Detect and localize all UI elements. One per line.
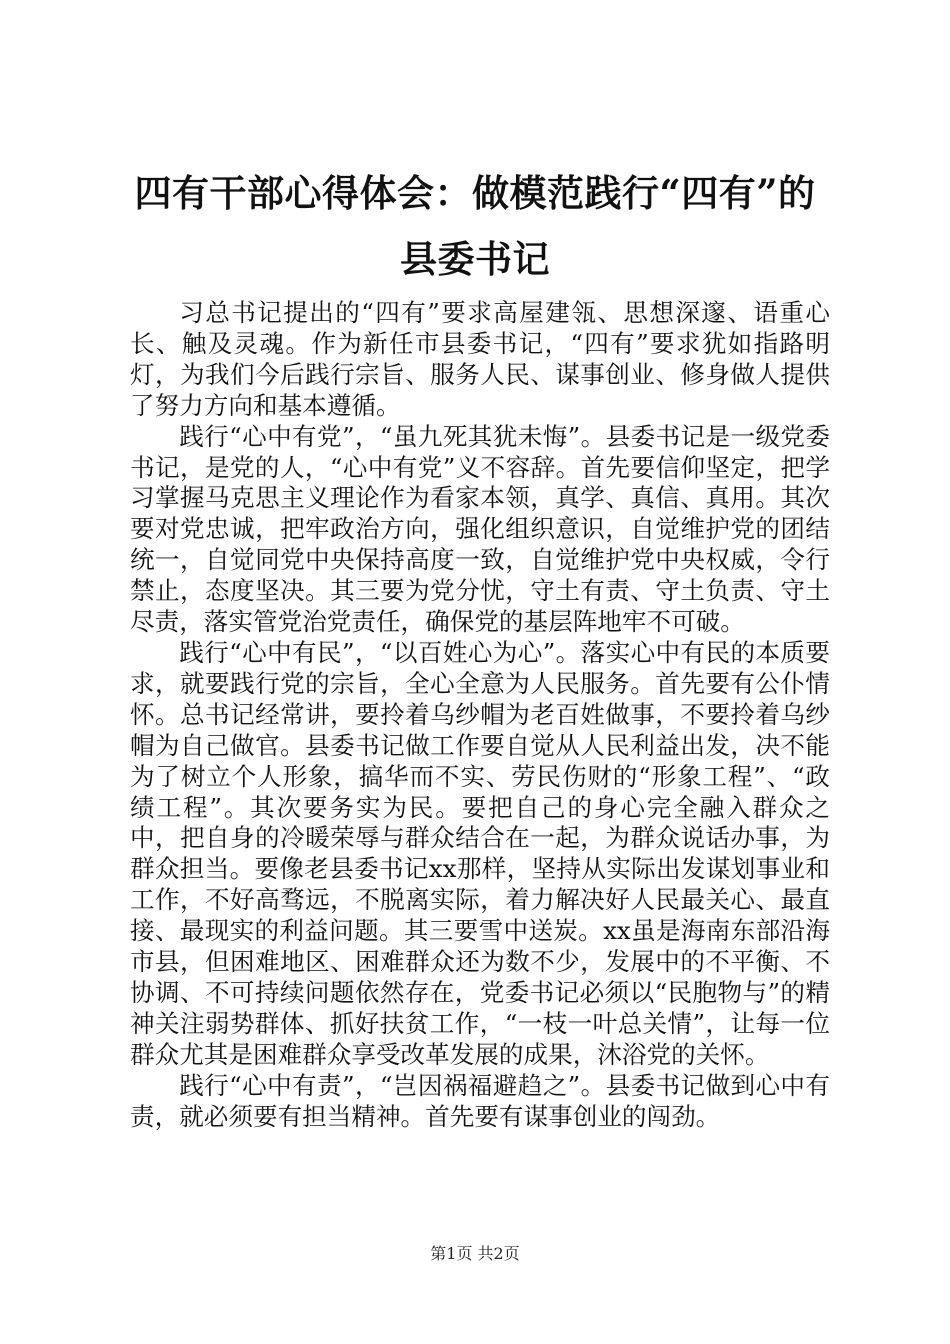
document-title: 四有干部心得体会：做模范践行“四有”的县委书记 [134, 171, 816, 281]
paragraph-1: 习总书记提出的“四有”要求高屋建瓴、思想深邃、语重心长、触及灵魂。作为新任市县委书记，“四有”要求犹如指路明灯，为我们今后践行宗旨、服务人民、谋事创业、修身做人提供了努力方向和基本遵循。 [130, 298, 830, 420]
page-footer: 第1页 共2页 [430, 1244, 520, 1263]
document-body [130, 298, 830, 1132]
paragraph-2: 践行“心中有党”，“虽九死其犹未悔”。县委书记是一级党委书记，是党的人，“心中有党”义不容辞。首先要信仰坚定，把学习掌握马克思主义理论作为看家本领，真学、真信、真用。其次要对党忠诚，把牢政治方向，强化组织意识，自觉维护党的团结统一，自觉同党中央保持高度一致，自觉维护党中央权威，令行禁止，态度坚决。其三要为党分忧，守土有责、守土负责、守土尽责，落实管党治党责任，确保党的基层阵地牢不可破。 [130, 421, 830, 637]
paragraph-4: 践行“心中有责”，“岂因祸福避趋之”。县委书记做到心中有责，就必须要有担当精神。首先要有谋事创业的闯劲。 [130, 1070, 830, 1131]
paragraph-3: 践行“心中有民”，“以百姓心为心”。落实心中有民的本质要求，就要践行党的宗旨，全心全意为人民服务。首先要有公仆情怀。总书记经常讲，要拎着乌纱帽为老百姓做事，不要拎着乌纱帽为自己做官。县委书记做工作要自觉从人民利益出发，决不能为了树立个人形象，搞华而不实、劳民伤财的“形象工程”、“政绩工程”。其次要务实为民。要把自己的身心完全融入群众之中，把自身的冷暖荣辱与群众结合在一起，为群众说话办事，为群众担当。要像老县委书记xx那样，坚持从实际出发谋划事业和工作，不好高骛远，不脱离实际，着力解决好人民最关心、最直接、最现实的利益问题。其三要雪中送炭。xx虽是海南东部沿海市县，但困难地区、困难群众还为数不少，发展中的不平衡、不协调、不可持续问题依然存在，党委书记必须以“民胞物与”的精神关注弱势群体、抓好扶贫工作，“一枝一叶总关情”，让每一位群众尤其是困难群众享受改革发展的成果，沐浴党的关怀。 [130, 637, 830, 1069]
